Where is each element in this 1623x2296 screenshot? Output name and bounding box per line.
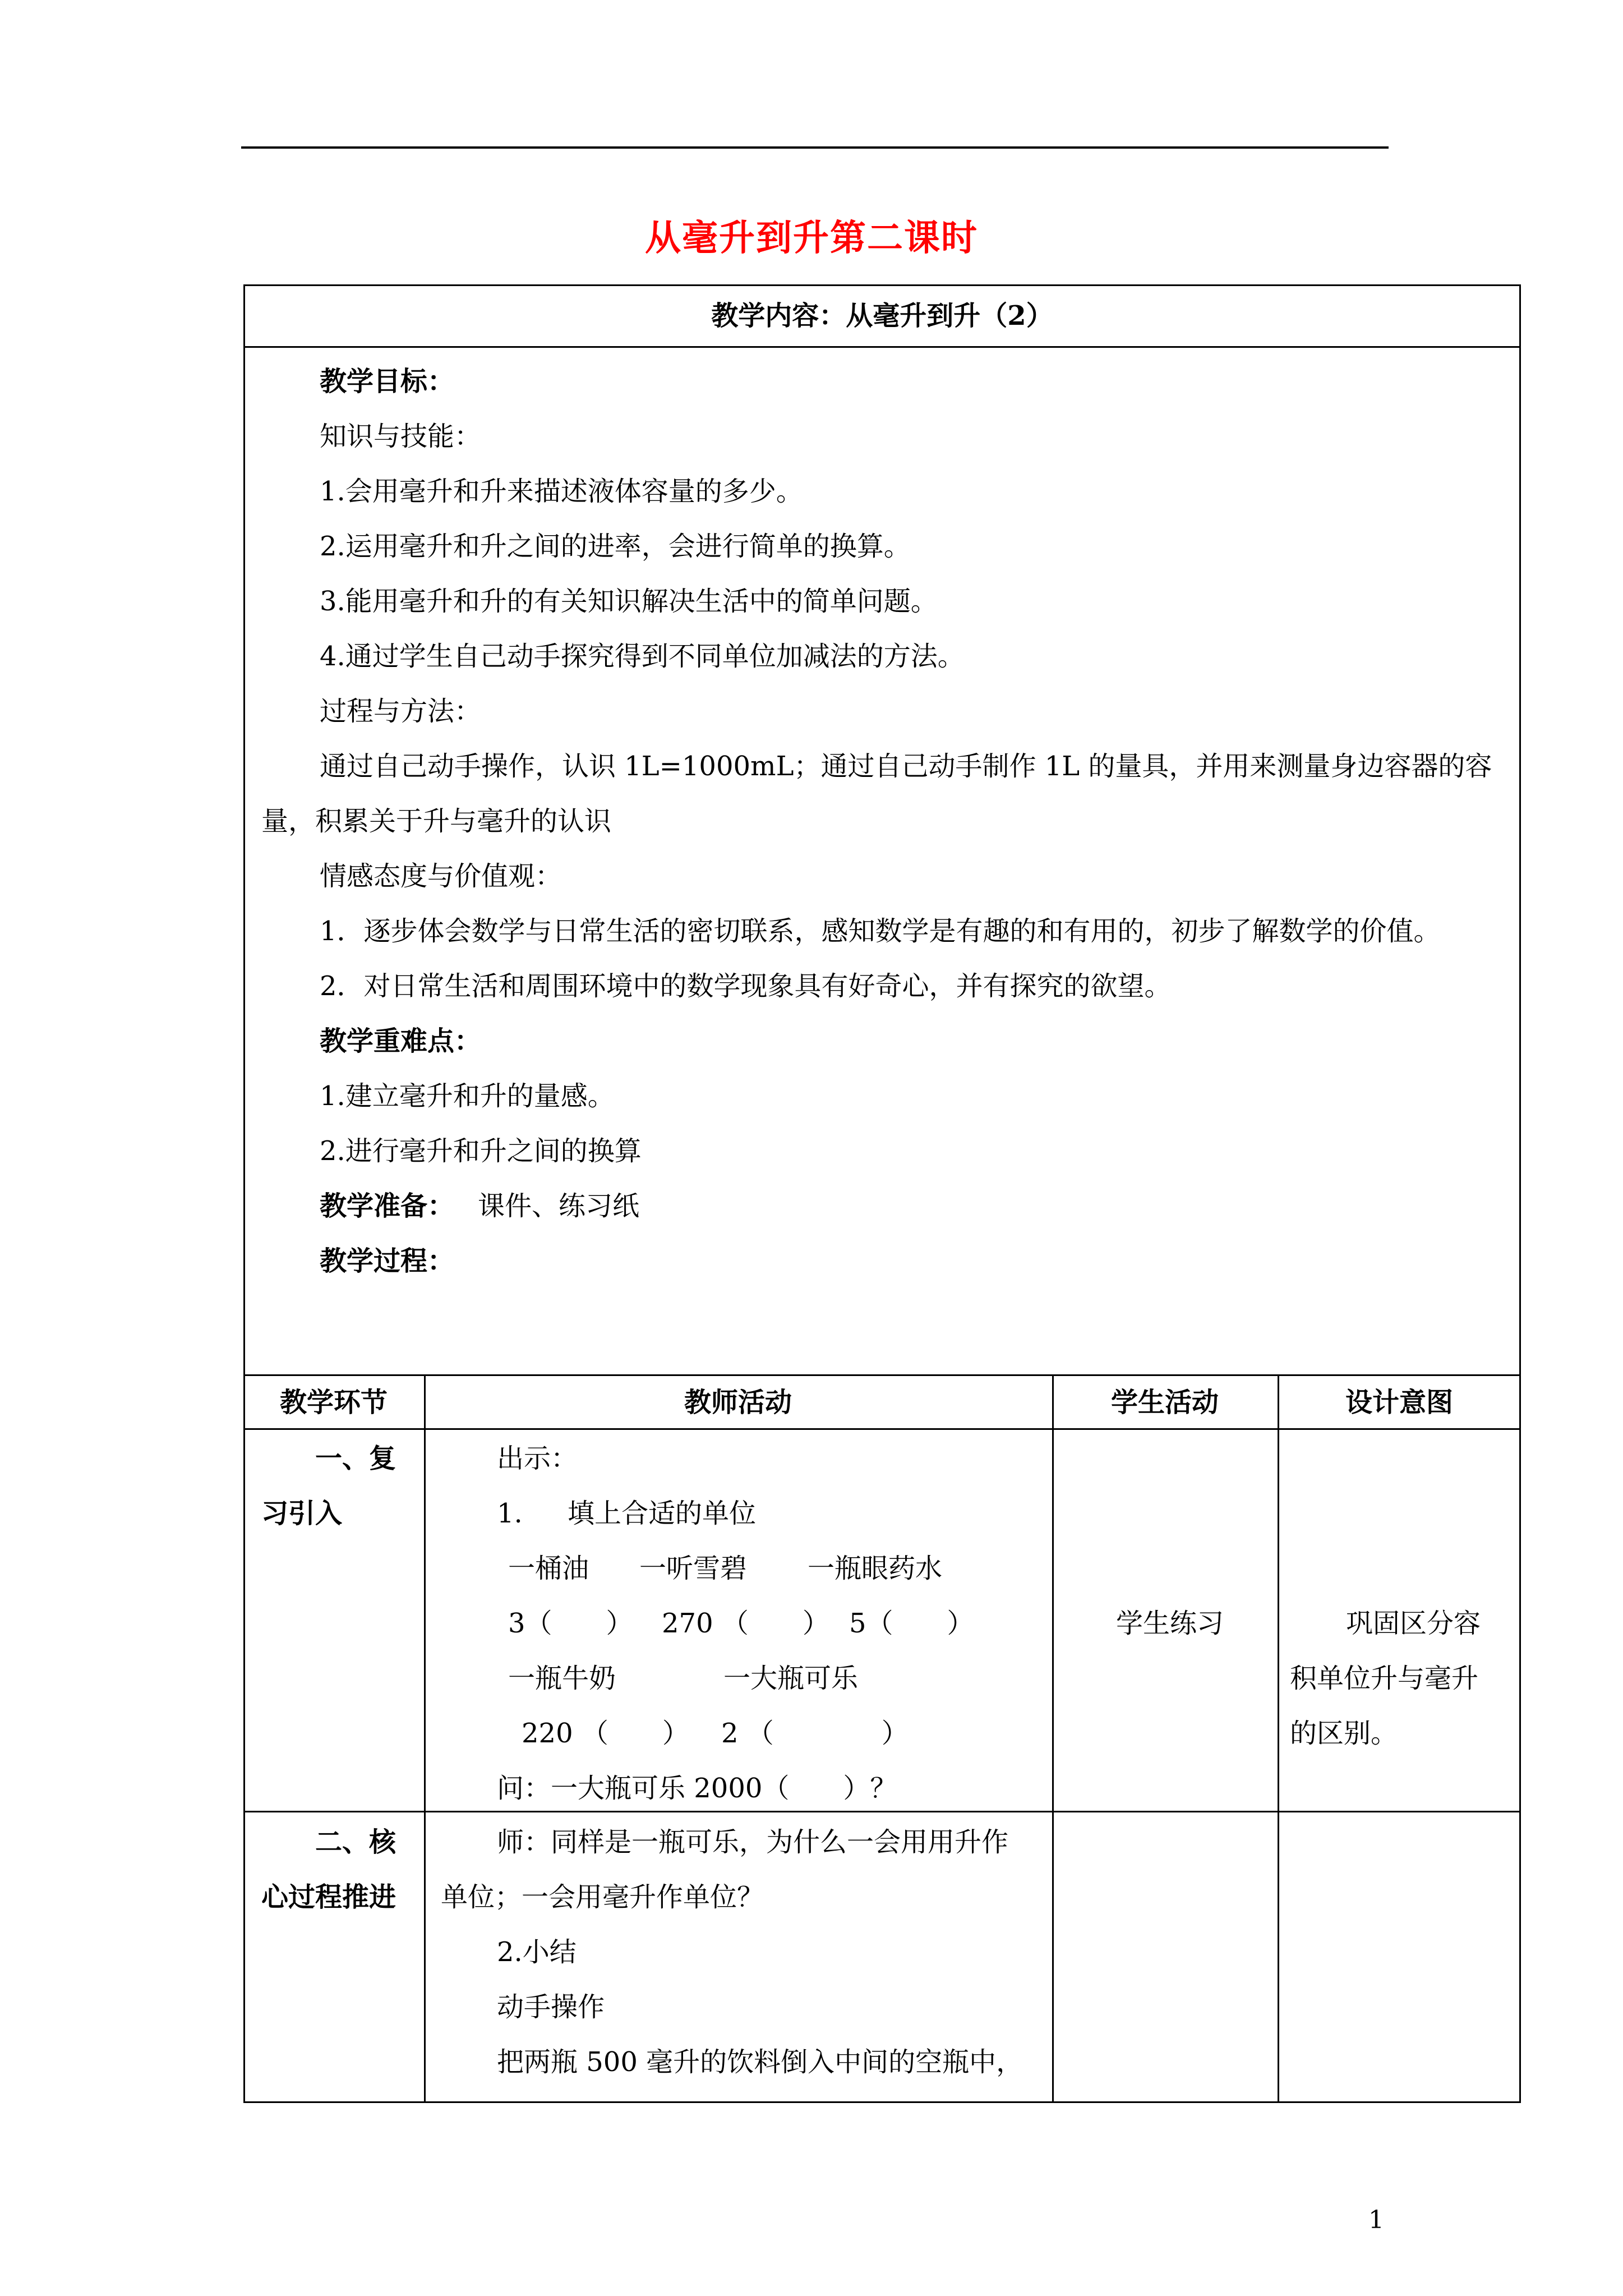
attitude-item: 2．对日常生活和周围环境中的数学现象具有好奇心，并有探究的欲望。 bbox=[320, 970, 1172, 1002]
design-intent-line: 巩固区分容 bbox=[1346, 1608, 1481, 1639]
teacher-activity-line: 1. bbox=[497, 1498, 523, 1529]
teacher-activity-line: 填上合适的单位 bbox=[568, 1498, 757, 1529]
table-header: 学生活动 bbox=[1110, 1387, 1219, 1418]
teacher-activity-line: 动手操作 bbox=[497, 1991, 605, 2023]
teacher-activity-line: 2.小结 bbox=[497, 1936, 577, 1968]
column-divider bbox=[424, 1374, 426, 2103]
process-table-header-border bbox=[243, 1428, 1521, 1430]
key-point-item: 1.建立毫升和升的量感。 bbox=[320, 1080, 615, 1112]
content-header-divider bbox=[243, 346, 1521, 348]
page-number: 1 bbox=[1368, 2206, 1384, 2234]
stage-label: 一、复 bbox=[315, 1443, 396, 1474]
teacher-activity-line: 一瓶眼药水 bbox=[808, 1553, 943, 1584]
objectives-heading: 教学目标： bbox=[320, 366, 455, 397]
content-header: 教学内容：从毫升到升（2） bbox=[711, 300, 1053, 332]
teacher-activity-line: 单位；一会用毫升作单位？ bbox=[441, 1881, 764, 1913]
key-points-heading: 教学重难点： bbox=[320, 1025, 482, 1057]
knowledge-item: 1.会用毫升和升来描述液体容量的多少。 bbox=[320, 476, 803, 507]
teacher-activity-line: 3（ ） bbox=[508, 1608, 633, 1639]
teacher-activity-line: 一瓶牛奶 bbox=[508, 1663, 616, 1694]
teacher-activity-line: 一大瓶可乐 bbox=[723, 1663, 859, 1694]
preparation-value: 课件、练习纸 bbox=[478, 1190, 640, 1222]
teacher-activity-line: 270 （ ） bbox=[662, 1608, 829, 1639]
process-table-top-border bbox=[243, 1374, 1521, 1376]
attitude-item: 1．逐步体会数学与日常生活的密切联系，感知数学是有趣的和有用的，初步了解数学的价值。 bbox=[320, 915, 1441, 947]
teacher-activity-line: 师：同样是一瓶可乐，为什么一会用用升作 bbox=[497, 1826, 1009, 1858]
stage-label: 二、核 bbox=[315, 1826, 396, 1858]
process-text: 量，积累关于升与毫升的认识 bbox=[261, 806, 612, 837]
column-divider bbox=[1052, 1374, 1054, 2103]
attitude-label: 情感态度与价值观： bbox=[320, 861, 562, 892]
knowledge-item: 3.能用毫升和升的有关知识解决生活中的简单问题。 bbox=[320, 586, 938, 617]
teacher-activity-line: 一桶油 bbox=[508, 1553, 589, 1584]
teacher-activity-line: 出示： bbox=[497, 1443, 578, 1474]
table-header: 设计意图 bbox=[1345, 1387, 1453, 1418]
teacher-activity-line: 一听雪碧 bbox=[639, 1553, 748, 1584]
table-header: 教学环节 bbox=[279, 1387, 388, 1418]
process-label: 过程与方法： bbox=[320, 696, 482, 727]
table-header: 教师活动 bbox=[684, 1387, 792, 1418]
knowledge-item: 2.运用毫升和升之间的进率，会进行简单的换算。 bbox=[320, 531, 911, 562]
teacher-activity-line: 把两瓶 500 毫升的饮料倒入中间的空瓶中， bbox=[497, 2046, 1023, 2078]
knowledge-item: 4.通过学生自己动手探究得到不同单位加减法的方法。 bbox=[320, 641, 965, 672]
student-activity: 学生练习 bbox=[1116, 1608, 1224, 1639]
document-title: 从毫升到升第二课时 bbox=[645, 217, 978, 259]
teacher-activity-line: 220 （ ） bbox=[522, 1718, 689, 1749]
teacher-activity-line: 问：一大瓶可乐 2000（ ）？ bbox=[497, 1773, 897, 1804]
key-point-item: 2.进行毫升和升之间的换算 bbox=[320, 1135, 642, 1167]
preparation-label: 教学准备： bbox=[320, 1190, 455, 1222]
process-heading: 教学过程： bbox=[320, 1245, 455, 1277]
column-divider bbox=[1278, 1374, 1279, 2103]
teacher-activity-line: 2 （ ） bbox=[721, 1718, 909, 1749]
process-text: 通过自己动手操作，认识 1L=1000mL；通过自己动手制作 1L 的量具，并用来测量身边容器的容 bbox=[320, 751, 1492, 782]
process-table-row-border bbox=[243, 1811, 1521, 1812]
knowledge-label: 知识与技能： bbox=[320, 421, 482, 452]
teacher-activity-line: 5（ ） bbox=[849, 1608, 974, 1639]
header-rule bbox=[241, 146, 1389, 149]
stage-label: 心过程推进 bbox=[261, 1881, 396, 1913]
design-intent-line: 积单位升与毫升 bbox=[1290, 1663, 1479, 1694]
design-intent-line: 的区别。 bbox=[1290, 1718, 1398, 1749]
stage-label: 习引入 bbox=[261, 1498, 343, 1529]
